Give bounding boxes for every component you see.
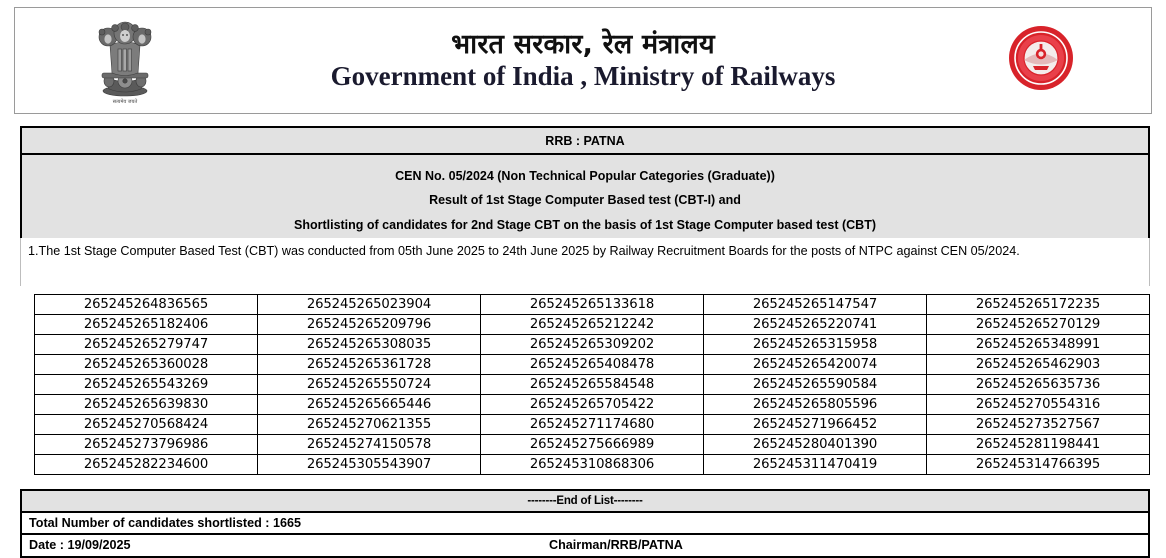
board-name-bar: RRB : PATNA [22, 128, 1148, 155]
roll-number-cell: 265245265348991 [927, 335, 1150, 355]
roll-number-cell: 265245270621355 [258, 415, 481, 435]
total-shortlisted-label: Total Number of candidates shortlisted : 1665 [22, 513, 1148, 535]
chairman-signature-label: Chairman/RRB/PATNA [549, 538, 683, 552]
table-row [35, 435, 1150, 455]
roll-number-cell: 265245265182406 [35, 315, 258, 335]
table-row [35, 415, 1150, 435]
roll-number-cell: 265245265172235 [927, 295, 1150, 315]
indian-railways-logo-icon [1007, 24, 1075, 97]
table-row [35, 355, 1150, 375]
roll-number-cell: 265245265408478 [481, 355, 704, 375]
roll-number-cell: 265245264836565 [35, 295, 258, 315]
roll-number-cell: 265245265639830 [35, 395, 258, 415]
roll-number-cell: 265245265360028 [35, 355, 258, 375]
roll-number-cell: 265245265309202 [481, 335, 704, 355]
roll-number-cell: 265245265462903 [927, 355, 1150, 375]
roll-number-cell: 265245265315958 [704, 335, 927, 355]
table-row [35, 295, 1150, 315]
roll-number-cell: 265245265665446 [258, 395, 481, 415]
roll-number-cell: 265245265270129 [927, 315, 1150, 335]
roll-number-cell: 265245265543269 [35, 375, 258, 395]
roll-number-cell: 265245274150578 [258, 435, 481, 455]
title-hindi: भारत सरकार, रेल मंत्रालय [451, 29, 715, 61]
roll-number-table-body [35, 295, 1150, 475]
notice-paragraph: 1.The 1st Stage Computer Based Test (CBT) was conducted from 05th June 2025 to 24th June 2025 by Railway Recruitment Boards for the posts of NTPC against CEN 05/2024. [28, 244, 1020, 258]
notice-paragraph-box [20, 238, 1150, 286]
table-row [35, 335, 1150, 355]
roll-number-cell: 265245265550724 [258, 375, 481, 395]
roll-number-cell: 265245270554316 [927, 395, 1150, 415]
railway-logo-cell [931, 24, 1151, 97]
roll-number-cell: 265245281198441 [927, 435, 1150, 455]
emblem-motto-text: सत्यमेव जयते [112, 98, 138, 105]
roll-number-cell: 265245265147547 [704, 295, 927, 315]
roll-number-cell: 265245265361728 [258, 355, 481, 375]
roll-number-cell: 265245314766395 [927, 455, 1150, 475]
cen-line-1: CEN No. 05/2024 (Non Technical Popular Categories (Graduate)) [395, 169, 775, 183]
roll-number-cell: 265245265212242 [481, 315, 704, 335]
cen-line-3: Shortlisting of candidates for 2nd Stage CBT on the basis of 1st Stage Computer based test (CBT) [293, 217, 876, 232]
roll-number-cell: 265245265420074 [704, 355, 927, 375]
roll-number-cell: 265245265209796 [258, 315, 481, 335]
end-of-list-label: --------End of List-------- [22, 491, 1148, 513]
roll-number-cell: 265245265220741 [704, 315, 927, 335]
roll-number-cell: 265245265584548 [481, 375, 704, 395]
roll-number-table [34, 294, 1150, 475]
table-row [35, 455, 1150, 475]
roll-number-cell: 265245265590584 [704, 375, 927, 395]
roll-number-cell: 265245265023904 [258, 295, 481, 315]
masthead-title-cell [235, 30, 931, 90]
roll-number-cell: 265245311470419 [704, 455, 927, 475]
result-header-block [20, 126, 1150, 249]
state-emblem-cell [15, 15, 235, 107]
roll-number-cell: 265245310868306 [481, 455, 704, 475]
state-emblem-icon [88, 15, 162, 107]
roll-number-table-wrap [34, 294, 1150, 475]
roll-number-cell: 265245265635736 [927, 375, 1150, 395]
document-footer [20, 489, 1150, 558]
title-english: Government of India , Ministry of Railways [330, 60, 836, 91]
roll-number-cell: 265245265308035 [258, 335, 481, 355]
roll-number-cell: 265245265133618 [481, 295, 704, 315]
document-date: Date : 19/09/2025 [29, 538, 131, 552]
roll-number-cell: 265245273796986 [35, 435, 258, 455]
roll-number-cell: 265245305543907 [258, 455, 481, 475]
table-row [35, 395, 1150, 415]
roll-number-cell: 265245280401390 [704, 435, 927, 455]
roll-number-cell: 265245271174680 [481, 415, 704, 435]
footer-signature-row [22, 535, 1148, 556]
roll-number-cell: 265245270568424 [35, 415, 258, 435]
roll-number-cell: 265245282234600 [35, 455, 258, 475]
cen-details-bar [22, 155, 1148, 249]
roll-number-cell: 265245275666989 [481, 435, 704, 455]
cen-line-2: Result of 1st Stage Computer Based test (CBT-I) and [429, 193, 741, 208]
roll-number-cell: 265245265805596 [704, 395, 927, 415]
table-row [35, 315, 1150, 335]
roll-number-cell: 265245273527567 [927, 415, 1150, 435]
table-row [35, 375, 1150, 395]
roll-number-cell: 265245265279747 [35, 335, 258, 355]
document-masthead [14, 7, 1152, 114]
roll-number-cell: 265245265705422 [481, 395, 704, 415]
roll-number-cell: 265245271966452 [704, 415, 927, 435]
